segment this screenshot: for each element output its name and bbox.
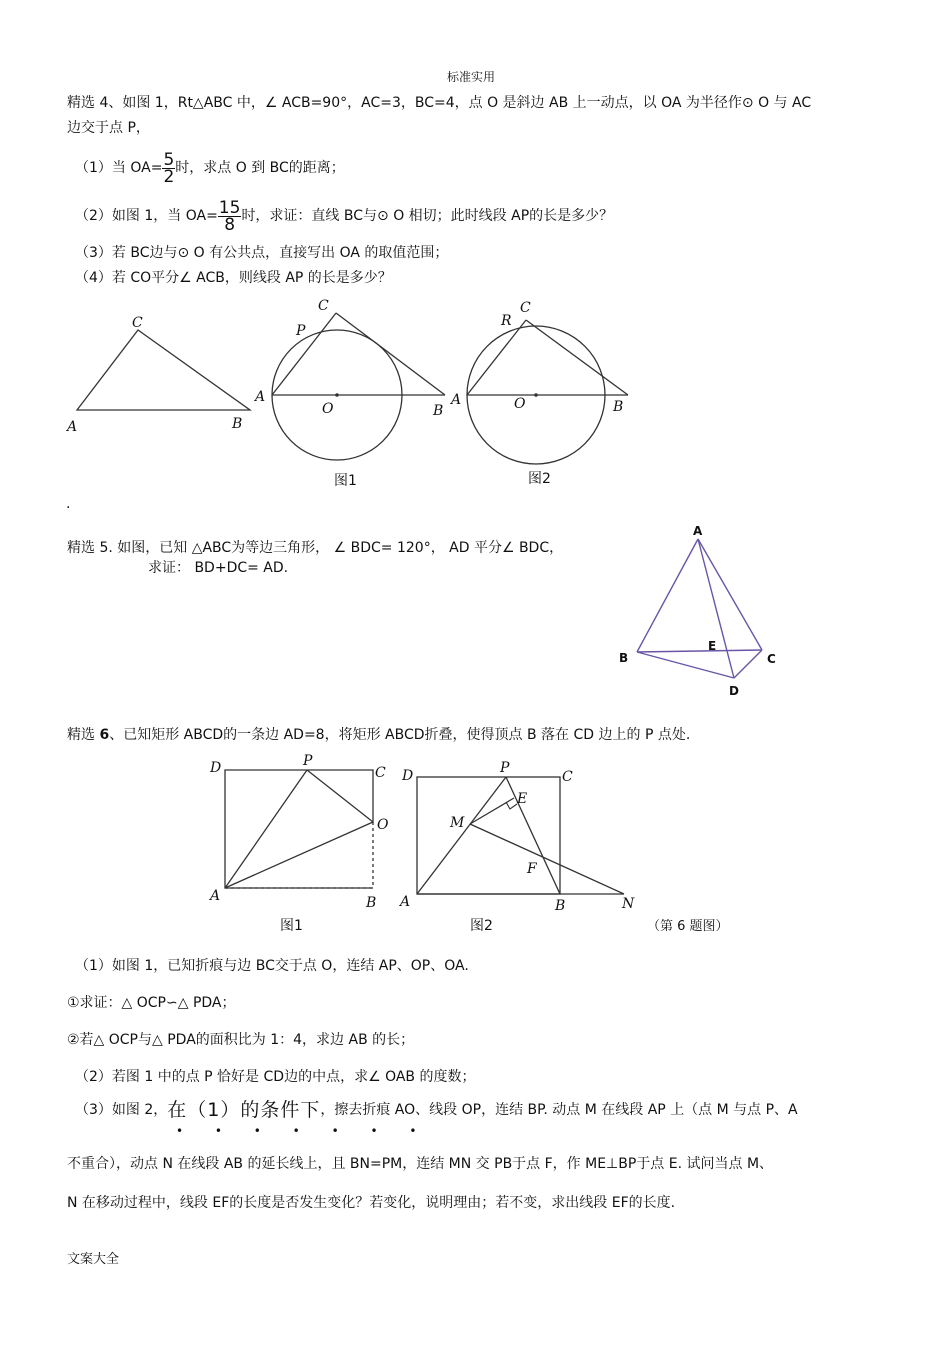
q4-part1-fraction [162, 149, 175, 187]
q6-fig2-label-d: D [402, 768, 414, 784]
q6-part3-post: ，擦去折痕 AO、线段 OP，连结 BP. 动点 M 在线段 AP 上（点 M 与点 P、A [320, 1102, 798, 1118]
q4-fig1-caption: 图1 [334, 473, 357, 489]
q4-part1-post: 时，求点 O 到 BC的距离； [175, 160, 345, 176]
q4-triangle-figure [65, 315, 250, 435]
q4-fig0-label-a: A [67, 419, 78, 435]
q5-cd [734, 650, 762, 678]
q4-fig1-label-b: B [433, 403, 444, 419]
q5-figure [610, 520, 790, 700]
q4-fig1-label-o: O [322, 401, 334, 417]
q6-fig1-label-b: B [366, 895, 377, 911]
q6-fig2-label-e: E [517, 791, 528, 807]
q4-line1: 精选 4、如图 1，Rt△ABC 中，∠ ACB=90°，AC=3，BC=4，点 O 是斜边 AB 上一动点，以 OA 为半径作⊙ O 与 AC [67, 95, 812, 111]
q6-fig1-label-c: C [375, 765, 386, 781]
q4-fig2-label-o: O [514, 396, 526, 412]
q6-fig1-po [307, 770, 373, 822]
q6-part3-emphasis-dots: • • • • • • • [176, 1124, 431, 1138]
q6-fig2-ap [417, 777, 506, 894]
q4-figures [60, 295, 650, 495]
q5-figure-lines [637, 539, 762, 678]
q4-part3: （3）若 BC边与⊙ O 有公共点，直接写出 OA 的取值范围； [75, 245, 449, 261]
q4-fig2-label-b: B [613, 399, 624, 415]
q6-part3-line2: 不重合），动点 N 在线段 AB 的延长线上，且 BN=PM，连结 MN 交 PB于点 F，作 ME⊥BP于点 E. 试问当点 M、 [67, 1156, 774, 1172]
q4-part1-denominator: 2 [163, 166, 175, 187]
q4-part2-fraction [218, 197, 242, 235]
q5-label-b: B [619, 651, 629, 665]
q4-line2: 边交于点 P， [67, 120, 150, 136]
q6-fig1-label-p: P [303, 753, 313, 769]
q6-part1: （1）如图 1，已知折痕与边 BC交于点 O，连结 AP、OP、OA. [75, 958, 469, 974]
q4-fig2-caption: 图2 [528, 471, 551, 487]
q4-part2-numerator: 15 [218, 197, 241, 218]
q6-figure1 [208, 753, 389, 934]
q6-part3-emphasis: 在（1）的条件下 [167, 1099, 321, 1121]
q4-part2-post: 时，求证：直线 BC与⊙ O 相切；此时线段 AP的长是多少？ [241, 208, 614, 224]
q4-part4: （4）若 CO平分∠ ACB，则线段 AP 的长是多少？ [75, 270, 392, 286]
q4-fig2-label-c: C [520, 300, 531, 316]
q4-part2-denominator: 8 [224, 214, 236, 235]
q4-fig1-center [335, 393, 339, 397]
q6-part3-line1 [75, 1100, 798, 1120]
q6-fig2-label-p: P [500, 760, 510, 776]
q5-ac [698, 539, 762, 650]
q6-fig2-label-f: F [527, 861, 537, 877]
q6-title-post: 、已知矩形 ABCD的一条边 AD=8，将矩形 ABCD折叠，使得顶点 B 落在 CD 边上的 P 点处. [109, 727, 691, 743]
q4-fig1-label-p: P [296, 323, 306, 339]
q4-triangle-abc [77, 330, 250, 410]
q5-ad [698, 539, 734, 678]
q5-line1: 精选 5. 如图，已知 △ABC为等边三角形， ∠ BDC= 120°， AD 平分∠ BDC， [67, 540, 564, 556]
q4-part1-numerator: 5 [163, 149, 175, 170]
q4-trailing-dot: . [66, 496, 71, 512]
q4-fig1-label-a: A [255, 389, 266, 405]
q4-figure2 [449, 300, 628, 487]
q6-fig2-label-n: N [622, 896, 635, 912]
q5-bc [637, 650, 762, 652]
q4-fig2-label-r: R [501, 313, 512, 329]
q4-fig2-center [534, 393, 538, 397]
q6-fig1-label-d: D [210, 760, 222, 776]
q5-label-e: E [708, 639, 717, 653]
q6-figures [200, 750, 760, 940]
q6-fig2-label-a: A [400, 894, 411, 910]
q4-part2-pre: （2）如图 1，当 OA= [75, 208, 218, 224]
q5-line2: 求证： BD+DC= AD. [148, 560, 289, 576]
q6-figure-note: （第 6 题图） [647, 919, 729, 934]
q5-label-d: D [729, 684, 739, 698]
q6-fig1-label-a: A [210, 888, 221, 904]
q5-bd [637, 652, 734, 678]
q6-fig1-label-o: O [377, 817, 389, 833]
q4-fig2-bc [526, 320, 628, 395]
q4-fig1-bc [336, 313, 445, 395]
q6-title-number: 6 [99, 727, 110, 743]
q4-part2 [75, 196, 613, 236]
q6-part3-line3: N 在移动过程中，线段 EF的长度是否发生变化？若变化，说明理由；若不变，求出线段 EF的长度. [67, 1195, 676, 1211]
q6-part2: （2）若图 1 中的点 P 恰好是 CD边的中点，求∠ OAB 的度数； [75, 1069, 476, 1085]
q6-fig2-label-m: M [450, 815, 465, 831]
q6-title-pre: 精选 [67, 727, 100, 743]
q4-fig2-ac [467, 320, 526, 395]
q6-fig1-caption: 图1 [280, 918, 303, 934]
q6-part1a: ①求证：△ OCP∽△ PDA； [67, 995, 236, 1011]
page-footer: 文案大全 [67, 1252, 120, 1267]
q6-fig2-caption: 图2 [470, 918, 493, 934]
q6-fig2-mn [470, 824, 624, 894]
q5-ab [637, 539, 698, 652]
q4-part1 [75, 148, 345, 188]
q6-fig2-right-angle [506, 802, 517, 809]
page-header: 标准实用 [447, 70, 496, 84]
q5-label-a: A [693, 524, 703, 538]
q6-figure2 [398, 760, 635, 934]
q4-part1-pre: （1）当 OA= [75, 160, 163, 176]
q4-fig2-label-a: A [451, 392, 462, 408]
q6-fig1-rect [225, 770, 373, 888]
q6-fig2-label-b: B [555, 898, 566, 914]
q6-part3-pre: （3）如图 2， [75, 1102, 168, 1118]
q6-part1b: ②若△ OCP与△ PDA的面积比为 1：4，求边 AB 的长； [67, 1032, 415, 1048]
q4-fig0-label-b: B [232, 416, 243, 432]
q6-fig2-me [470, 798, 514, 824]
q4-figure1 [253, 298, 445, 489]
q4-fig0-label-c: C [132, 315, 143, 331]
q5-label-c: C [767, 652, 776, 666]
q6-fig2-rect [417, 777, 560, 894]
q6-title [67, 725, 690, 745]
q4-fig1-label-c: C [318, 298, 329, 314]
q6-fig2-label-c: C [562, 769, 573, 785]
